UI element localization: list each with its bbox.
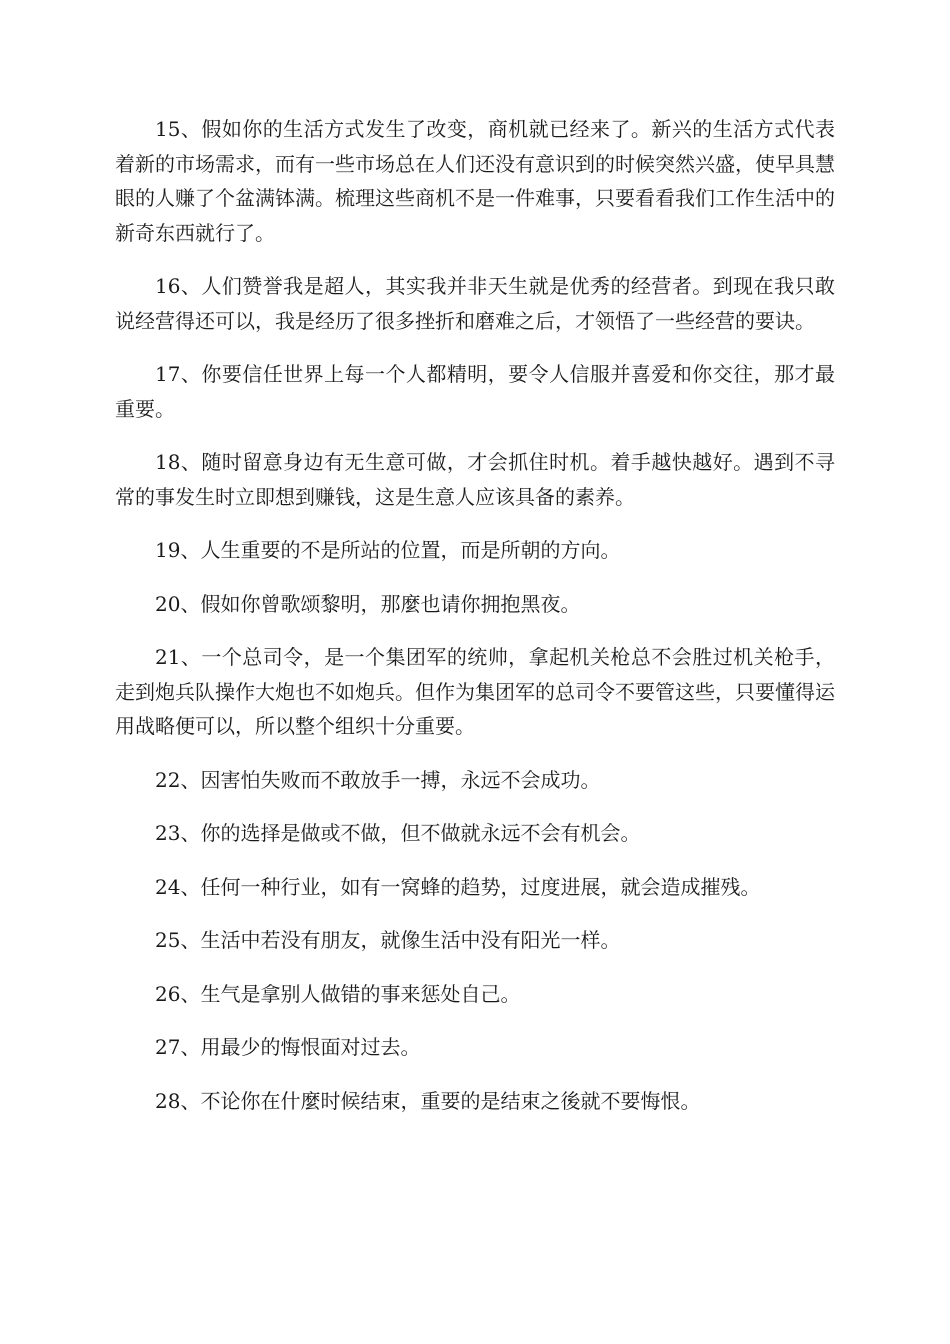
paragraph-26: 26、生气是拿别人做错的事来惩处自己。	[155, 981, 521, 1006]
document-page	[115, 112, 835, 1137]
paragraph-16: 16、人们赞誉我是超人，其实我并非天生就是优秀的经营者。到现在我只敢说经营得还可以，我是经历了很多挫折和磨难之后，才领悟了一些经营的要诀。	[115, 274, 835, 333]
paragraph-22: 22、因害怕失败而不敢放手一搏，永远不会成功。	[155, 767, 601, 792]
paragraph-25: 25、生活中若没有朋友，就像生活中没有阳光一样。	[155, 928, 621, 952]
paragraph-24: 24、任何一种行业，如有一窝蜂的趋势，过度进展，就会造成摧残。	[155, 874, 761, 899]
paragraph-27: 27、用最少的悔恨面对过去。	[155, 1035, 421, 1059]
paragraph-21: 21、一个总司令，是一个集团军的统帅，拿起机关枪总不会胜过机关枪手，走到炮兵队操作大炮也不如炮兵。但作为集团军的总司令不要管这些，只要懂得运用战略便可以，所以整个组织十分重要。	[115, 645, 835, 738]
paragraph-20: 20、假如你曾歌颂黎明，那麼也请你拥抱黑夜。	[155, 591, 581, 616]
paragraph-15: 15、假如你的生活方式发生了改变，商机就已经来了。新兴的生活方式代表着新的市场需求，而有一些市场总在人们还没有意识到的时候突然兴盛，使早具慧眼的人赚了个盆满钵满。梳理这些商机不是一件难事，只要看看我们工作生活中的新奇东西就行了。	[115, 117, 835, 245]
paragraph-28: 28、不论你在什麼时候结束，重要的是结束之後就不要悔恨。	[155, 1088, 701, 1113]
paragraph-23: 23、你的选择是做或不做，但不做就永远不会有机会。	[155, 821, 641, 845]
paragraph-18: 18、随时留意身边有无生意可做，才会抓住时机。着手越快越好。遇到不寻常的事发生时立即想到赚钱，这是生意人应该具备的素养。	[115, 450, 835, 509]
paragraph-17: 17、你要信任世界上每一个人都精明，要令人信服并喜爱和你交往，那才最重要。	[115, 362, 835, 421]
paragraph-19: 19、人生重要的不是所站的位置，而是所朝的方向。	[155, 538, 621, 562]
